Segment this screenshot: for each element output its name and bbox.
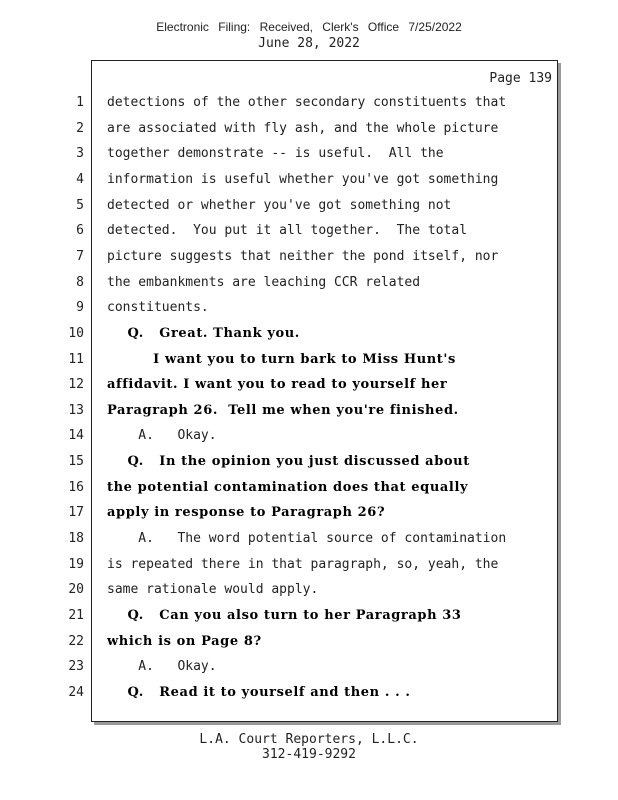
transcript-line bbox=[0, 244, 618, 270]
line-number: 5 bbox=[76, 197, 84, 213]
line-text: I want you to turn bark to Miss Hunt's bbox=[107, 351, 456, 367]
line-number: 7 bbox=[76, 248, 84, 264]
transcript-line bbox=[0, 295, 618, 321]
line-text: Paragraph 26. Tell me when you're finished. bbox=[107, 402, 459, 418]
line-text: affidavit. I want you to read to yourself her bbox=[107, 377, 448, 393]
transcript-line bbox=[0, 218, 618, 244]
page-number: Page 139 bbox=[489, 71, 552, 86]
transcript-line bbox=[0, 270, 618, 296]
footer bbox=[0, 732, 618, 762]
transcript-line bbox=[0, 449, 618, 475]
line-text: is repeated there in that paragraph, so, yeah, the bbox=[107, 556, 499, 572]
line-text: which is on Page 8? bbox=[107, 633, 262, 649]
line-number: 17 bbox=[68, 505, 84, 521]
line-text: picture suggests that neither the pond itself, nor bbox=[107, 248, 499, 264]
line-text: information is useful whether you've got something bbox=[107, 171, 499, 187]
line-text: the potential contamination does that equally bbox=[107, 479, 469, 495]
transcript-line bbox=[0, 603, 618, 629]
transcript-line bbox=[0, 141, 618, 167]
line-text: A. Okay. bbox=[107, 659, 217, 675]
line-number: 18 bbox=[68, 531, 84, 547]
line-number: 16 bbox=[68, 479, 84, 495]
filing-stamp: Electronic Filing: Received, Clerk's Office 7/25/2022 bbox=[156, 20, 462, 34]
line-number: 2 bbox=[76, 120, 84, 136]
line-text: same rationale would apply. bbox=[107, 582, 319, 598]
transcript-line bbox=[0, 116, 618, 142]
line-text: constituents. bbox=[107, 300, 209, 316]
line-number: 13 bbox=[68, 402, 84, 418]
transcript-line bbox=[0, 398, 618, 424]
transcript-line bbox=[0, 167, 618, 193]
line-text: Q. Can you also turn to her Paragraph 33 bbox=[107, 608, 462, 623]
transcript-line bbox=[0, 423, 618, 449]
line-number: 6 bbox=[76, 223, 84, 239]
transcript-line bbox=[0, 193, 618, 219]
transcript-line bbox=[0, 372, 618, 398]
transcript-line bbox=[0, 629, 618, 655]
transcript-line bbox=[0, 526, 618, 552]
line-number: 14 bbox=[68, 428, 84, 444]
line-text: are associated with fly ash, and the whole picture bbox=[107, 120, 499, 136]
line-number: 12 bbox=[68, 377, 84, 393]
line-text: A. Okay. bbox=[107, 428, 217, 444]
line-number: 11 bbox=[68, 351, 84, 367]
transcript-line bbox=[0, 500, 618, 526]
line-text: apply in response to Paragraph 26? bbox=[107, 505, 386, 521]
transcript-line bbox=[0, 680, 618, 706]
transcript-line bbox=[0, 654, 618, 680]
line-number: 22 bbox=[68, 633, 84, 649]
line-text: together demonstrate -- is useful. All the bbox=[107, 146, 444, 162]
transcript-line bbox=[0, 347, 618, 373]
line-text: A. The word potential source of contamination bbox=[107, 531, 507, 547]
transcript-line bbox=[0, 552, 618, 578]
line-number: 3 bbox=[76, 146, 84, 162]
reporter-company: L.A. Court Reporters, L.L.C. bbox=[199, 732, 419, 747]
transcript-line bbox=[0, 90, 618, 116]
line-number: 15 bbox=[68, 454, 84, 470]
line-number: 10 bbox=[68, 325, 84, 341]
line-number: 23 bbox=[68, 659, 84, 675]
line-number: 1 bbox=[76, 95, 84, 110]
reporter-phone: 312-419-9292 bbox=[262, 747, 356, 762]
line-text: the embankments are leaching CCR related bbox=[107, 274, 421, 290]
deposition-date: June 28, 2022 bbox=[258, 36, 360, 51]
line-number: 20 bbox=[68, 582, 84, 598]
line-text: detections of the other secondary constituents that bbox=[107, 95, 507, 110]
line-number: 8 bbox=[76, 274, 84, 290]
line-number: 9 bbox=[76, 300, 84, 316]
transcript-line bbox=[0, 475, 618, 501]
transcript-line bbox=[0, 321, 618, 347]
line-text: detected or whether you've got something not bbox=[107, 197, 452, 213]
line-text: Q. In the opinion you just discussed about bbox=[107, 454, 470, 470]
transcript-line bbox=[0, 577, 618, 603]
line-number: 19 bbox=[68, 556, 84, 572]
line-text: detected. You put it all together. The total bbox=[107, 223, 468, 239]
line-number: 4 bbox=[76, 171, 84, 187]
line-text: Q. Great. Thank you. bbox=[107, 325, 300, 341]
line-number: 24 bbox=[68, 684, 84, 700]
line-number: 21 bbox=[68, 608, 84, 623]
line-text: Q. Read it to yourself and then . . . bbox=[107, 684, 411, 700]
